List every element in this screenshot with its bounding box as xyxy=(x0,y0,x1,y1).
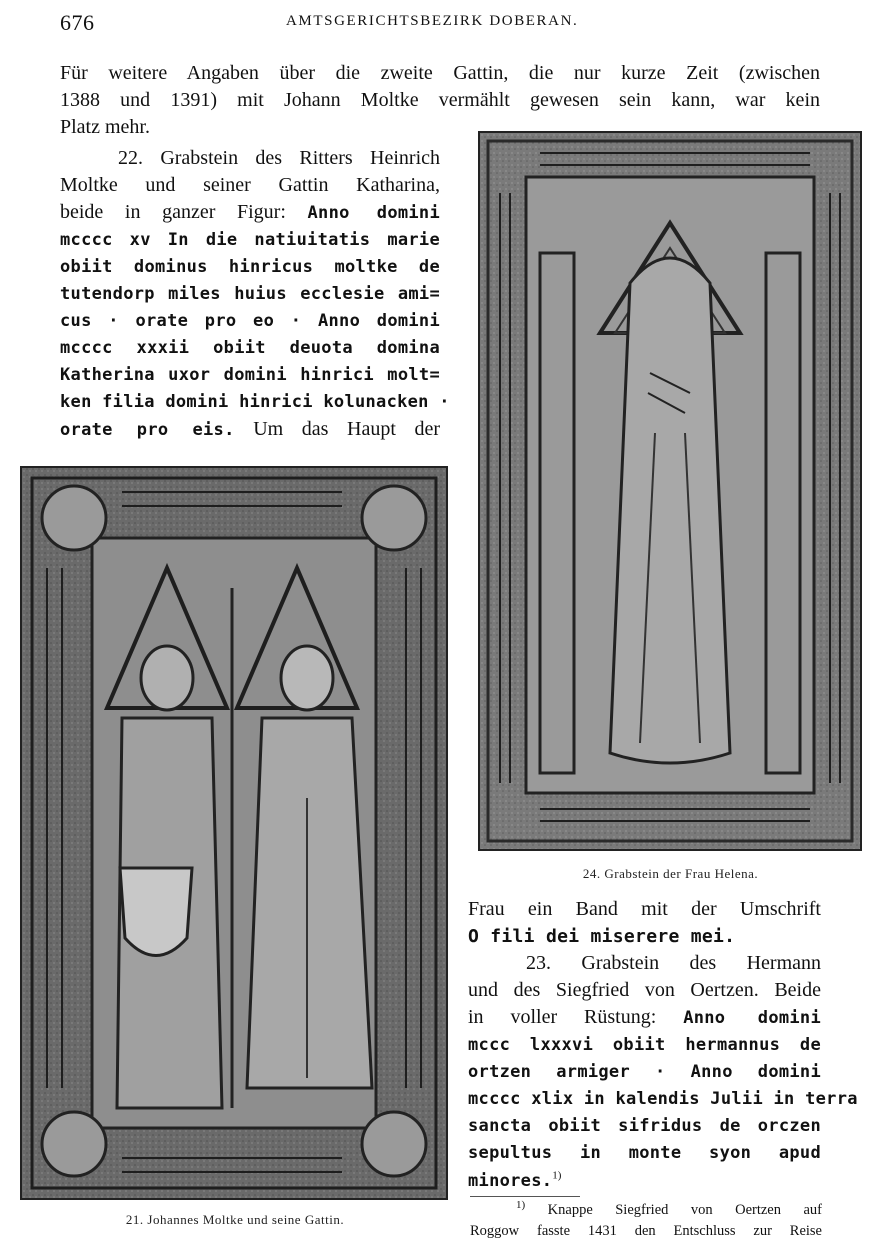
gothic-inscription-line: mcccc xxxii obiit deuota domina xyxy=(60,338,440,358)
gothic-inscription-line: cus · orate pro eo · Anno domini xyxy=(60,311,440,331)
roman-text: Um das Haupt der xyxy=(253,418,441,440)
gothic-inscription-line: mcccc xlix in kalendis Julii in terra xyxy=(468,1089,858,1109)
running-title: AMTSGERICHTSBEZIRK DOBERAN. xyxy=(286,13,579,29)
gothic-inscription-line: O fili dei miserere mei. xyxy=(468,926,736,947)
roman-text: in voller Rüstung: xyxy=(468,1006,657,1028)
footnote-line: Roggow fasste 1431 den Entschluss zur Reise xyxy=(470,1223,822,1239)
gothic-inscription-line: ortzen armiger · Anno domini xyxy=(468,1062,821,1082)
gothic-inscription-line: obiit dominus hinricus moltke de xyxy=(60,257,440,277)
text-line xyxy=(468,1167,821,1195)
text-line: Moltke und seiner Gattin Katharina, xyxy=(60,174,440,196)
gothic-inscription-line: Katherina uxor domini hinrici molt= xyxy=(60,365,440,385)
roman-text: beide in ganzer Figur: xyxy=(60,201,286,223)
tombstone-moltke-image xyxy=(22,468,446,1198)
figure-21-caption: 21. Johannes Moltke und seine Gattin. xyxy=(125,1212,345,1227)
text-line: 1388 und 1391) mit Johann Moltke vermählt gewesen sein kann, war kein xyxy=(60,89,820,111)
text-line: und des Siegfried von Oertzen. Beide xyxy=(468,979,821,1001)
text-line: Für weitere Angaben über die zweite Gattin, die nur kurze Zeit (zwischen xyxy=(60,62,820,84)
text-line xyxy=(468,1004,821,1032)
footnote-reference: 1) xyxy=(552,1169,562,1182)
tombstone-helena-image xyxy=(480,133,860,849)
figure-21-photo xyxy=(20,466,448,1200)
intro-paragraph xyxy=(60,60,820,141)
footnote-line xyxy=(470,1200,822,1221)
text-line xyxy=(60,416,440,444)
figure-24-photo xyxy=(478,131,862,851)
footnote-rule xyxy=(470,1196,580,1197)
footnote-text: Knappe Siegfried von Oertzen auf xyxy=(547,1202,822,1218)
gothic-inscription-line: mcccc xv In die natiuitatis marie xyxy=(60,230,440,250)
section-22-text xyxy=(60,145,450,444)
gothic-inscription: orate pro eis. xyxy=(60,420,235,440)
section-23-text xyxy=(468,896,858,1195)
gothic-inscription-line: ken filia domini hinrici kolunacken · xyxy=(60,392,450,412)
text-line: 23. Grabstein des Hermann xyxy=(526,952,821,974)
page-number: 676 xyxy=(60,10,95,35)
gothic-inscription-line: tutendorp miles huius ecclesie ami= xyxy=(60,284,440,304)
text-line: Frau ein Band mit der Umschrift xyxy=(468,898,821,920)
gothic-inscription-line: sepultus in monte syon apud xyxy=(468,1143,821,1163)
gothic-inscription: Anno domini xyxy=(307,203,440,223)
gothic-inscription-line: mccc lxxxvi obiit hermannus de xyxy=(468,1035,821,1055)
gothic-inscription-line: sancta obiit sifridus de orczen xyxy=(468,1116,821,1136)
text-line: 22. Grabstein des Ritters Heinrich xyxy=(118,147,440,169)
footnote xyxy=(470,1200,822,1242)
text-line xyxy=(60,199,440,227)
footnote-marker: 1) xyxy=(516,1199,526,1212)
gothic-inscription: Anno domini xyxy=(683,1008,822,1028)
gothic-inscription: minores. xyxy=(468,1171,553,1191)
text-line: Platz mehr. xyxy=(60,116,150,138)
figure-24-caption: 24. Grabstein der Frau Helena. xyxy=(582,866,759,881)
